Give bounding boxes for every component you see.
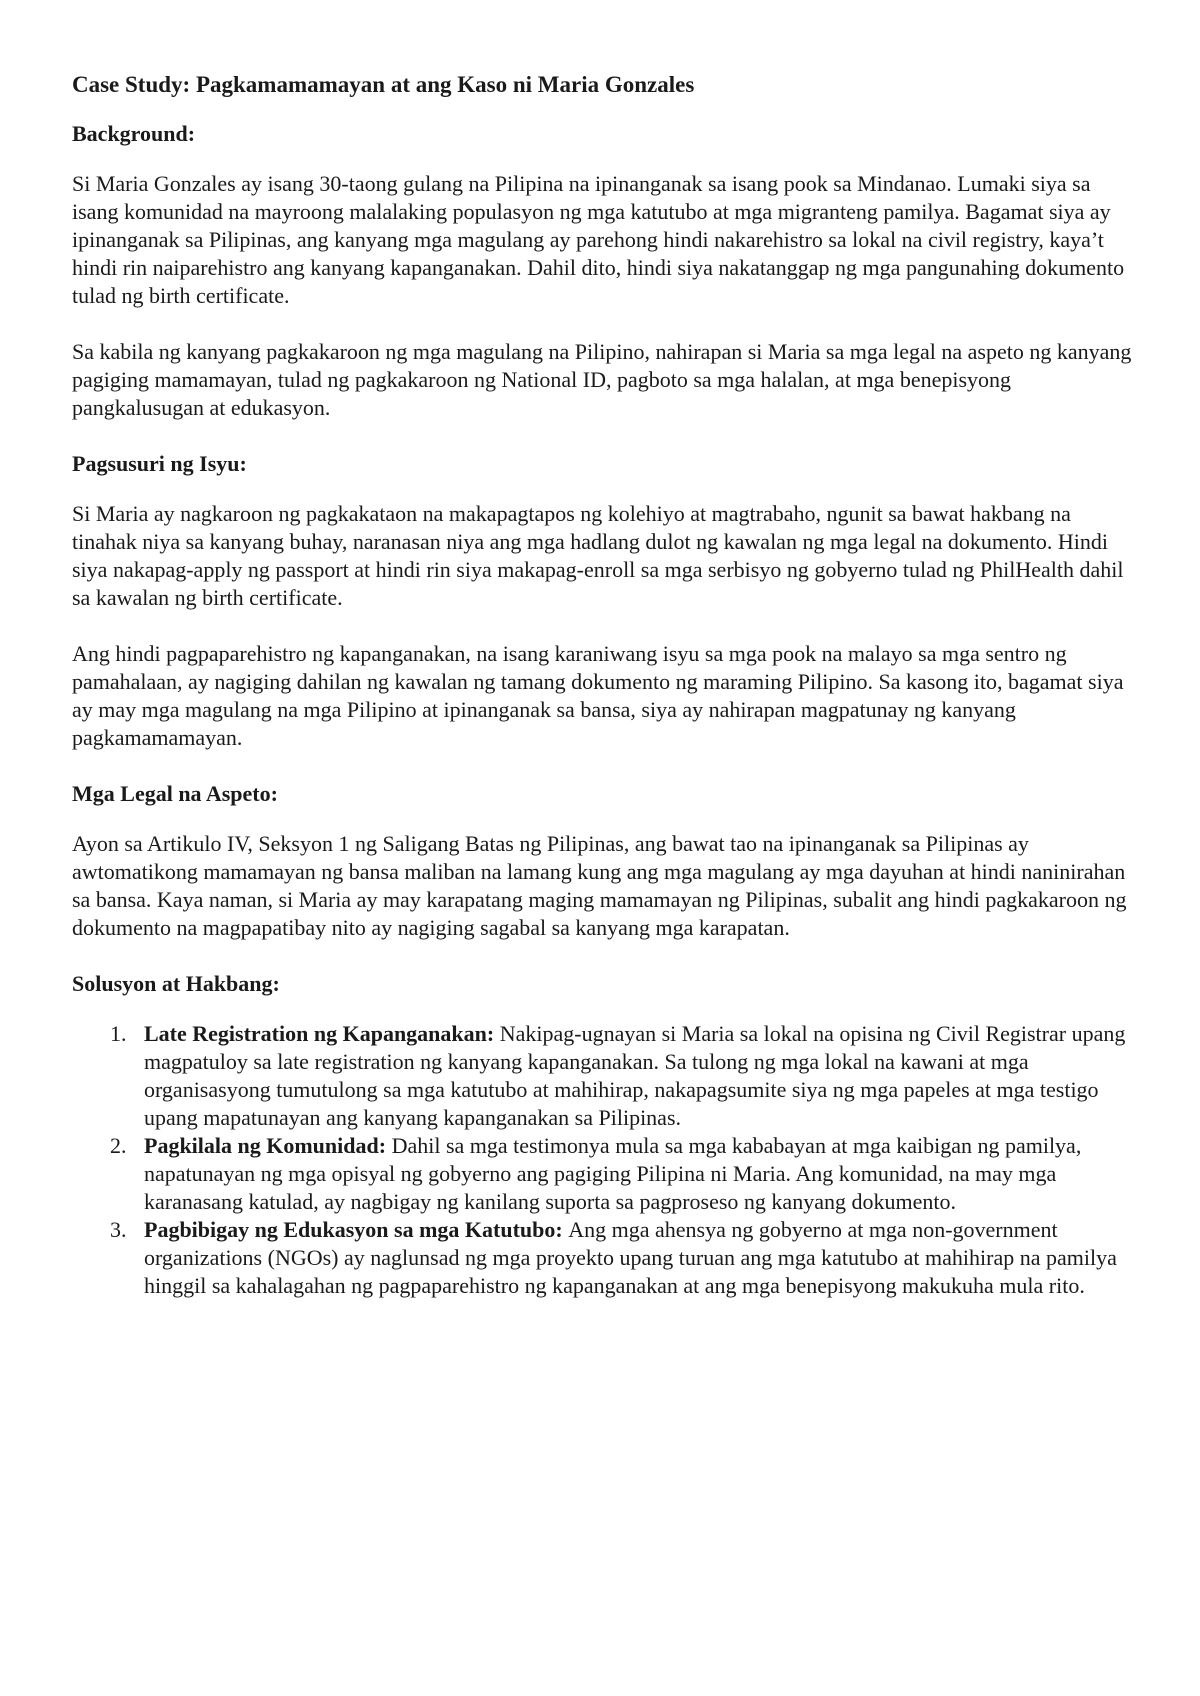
list-item [72, 1020, 1132, 1132]
list-item-text: Ang mga ahensya ng gobyerno at mga non-government organizations (NGOs) ay naglunsad ng mga proyekto upang turuan ang mga katutubo at mahihirap na pamilya hinggil sa kahalagahan ng pagpaparehistro ng kapanganakan at ang mga benepisyong makukuha mula rito. [144, 1217, 1117, 1298]
solutions-list [72, 1020, 1132, 1300]
list-item-text: Nakipag-ugnayan si Maria sa lokal na opisina ng Civil Registrar upang magpatuloy sa late registration ng kanyang kapanganakan. Sa tulong ng mga lokal na kawani at mga organisasyong tumutulong sa mga katutubo at mahihirap, nakapagsumite siya ng mga papeles at mga testigo upang mapatunayan ang kanyang kapanganakan sa Pilipinas. [144, 1021, 1126, 1130]
list-item-number: 3. [110, 1217, 127, 1242]
analysis-heading: Pagsusuri ng Isyu: [72, 451, 247, 476]
solutions-heading: Solusyon at Hakbang: [72, 971, 280, 996]
list-item-title: Pagbibigay ng Edukasyon sa mga Katutubo: [144, 1217, 569, 1242]
background-paragraph-2: Sa kabila ng kanyang pagkakaroon ng mga magulang na Pilipino, nahirapan si Maria sa mga legal na aspeto ng kanyang pagiging mamamayan, tulad ng pagkakaroon ng National ID, pagboto sa mga halalan, at mga benepisyong pangkalusugan at edukasyon. [72, 339, 1132, 420]
list-item-number: 1. [110, 1021, 127, 1046]
analysis-paragraph-2: Ang hindi pagpaparehistro ng kapanganakan, na isang karaniwang isyu sa mga pook na malayo sa mga sentro ng pamahalaan, ay nagiging dahilan ng kawalan ng tamang dokumento ng maraming Pilipino. Sa kasong ito, bagamat siya ay may mga magulang na mga Pilipino at ipinanganak sa bansa, siya ay nahirapan magpatunay ng kanyang pagkamamamayan. [72, 641, 1124, 750]
legal-heading: Mga Legal na Aspeto: [72, 781, 278, 806]
list-item-number: 2. [110, 1133, 127, 1158]
document-page [72, 70, 1132, 1300]
background-paragraph-1: Si Maria Gonzales ay isang 30-taong gulang na Pilipina na ipinanganak sa isang pook sa Mindanao. Lumaki siya sa isang komunidad na mayroong malalaking populasyon ng mga katutubo at mga migranteng pamilya. Bagamat siya ay ipinanganak sa Pilipinas, ang kanyang mga magulang ay parehong hindi nakarehistro sa lokal na civil registry, kaya’t hindi rin naiparehistro ang kanyang kapanganakan. Dahil dito, hindi siya nakatanggap ng mga pangunahing dokumento tulad ng birth certificate. [72, 171, 1125, 308]
background-heading: Background: [72, 121, 196, 146]
list-item-title: Pagkilala ng Komunidad: [144, 1133, 392, 1158]
document-title: Case Study: Pagkamamamayan at ang Kaso ni Maria Gonzales [72, 72, 695, 97]
legal-paragraph-1: Ayon sa Artikulo IV, Seksyon 1 ng Saligang Batas ng Pilipinas, ang bawat tao na ipinanganak sa Pilipinas ay awtomatikong mamamayan ng bansa maliban na lamang kung ang mga magulang ay mga dayuhan at hindi naninirahan sa bansa. Kaya naman, si Maria ay may karapatang maging mamamayan ng Pilipinas, subalit ang hindi pagkakaroon ng dokumento na magpapatibay nito ay nagiging sagabal sa kanyang mga karapatan. [72, 831, 1127, 940]
list-item-text: Dahil sa mga testimonya mula sa mga kababayan at mga kaibigan ng pamilya, napatunayan ng mga opisyal ng gobyerno ang pagiging Pilipina ni Maria. Ang komunidad, na may mga karanasang katulad, ay nagbigay ng kanilang suporta sa pagproseso ng kanyang dokumento. [144, 1133, 1082, 1214]
list-item [72, 1132, 1132, 1216]
list-item [72, 1216, 1132, 1300]
analysis-paragraph-1: Si Maria ay nagkaroon ng pagkakataon na makapagtapos ng kolehiyo at magtrabaho, ngunit sa bawat hakbang na tinahak niya sa kanyang buhay, naranasan niya ang mga hadlang dulot ng kawalan ng mga legal na dokumento. Hindi siya nakapag-apply ng passport at hindi rin siya makapag-enroll sa mga serbisyo ng gobyerno tulad ng PhilHealth dahil sa kawalan ng birth certificate. [72, 501, 1124, 610]
list-item-title: Late Registration ng Kapanganakan: [144, 1021, 500, 1046]
